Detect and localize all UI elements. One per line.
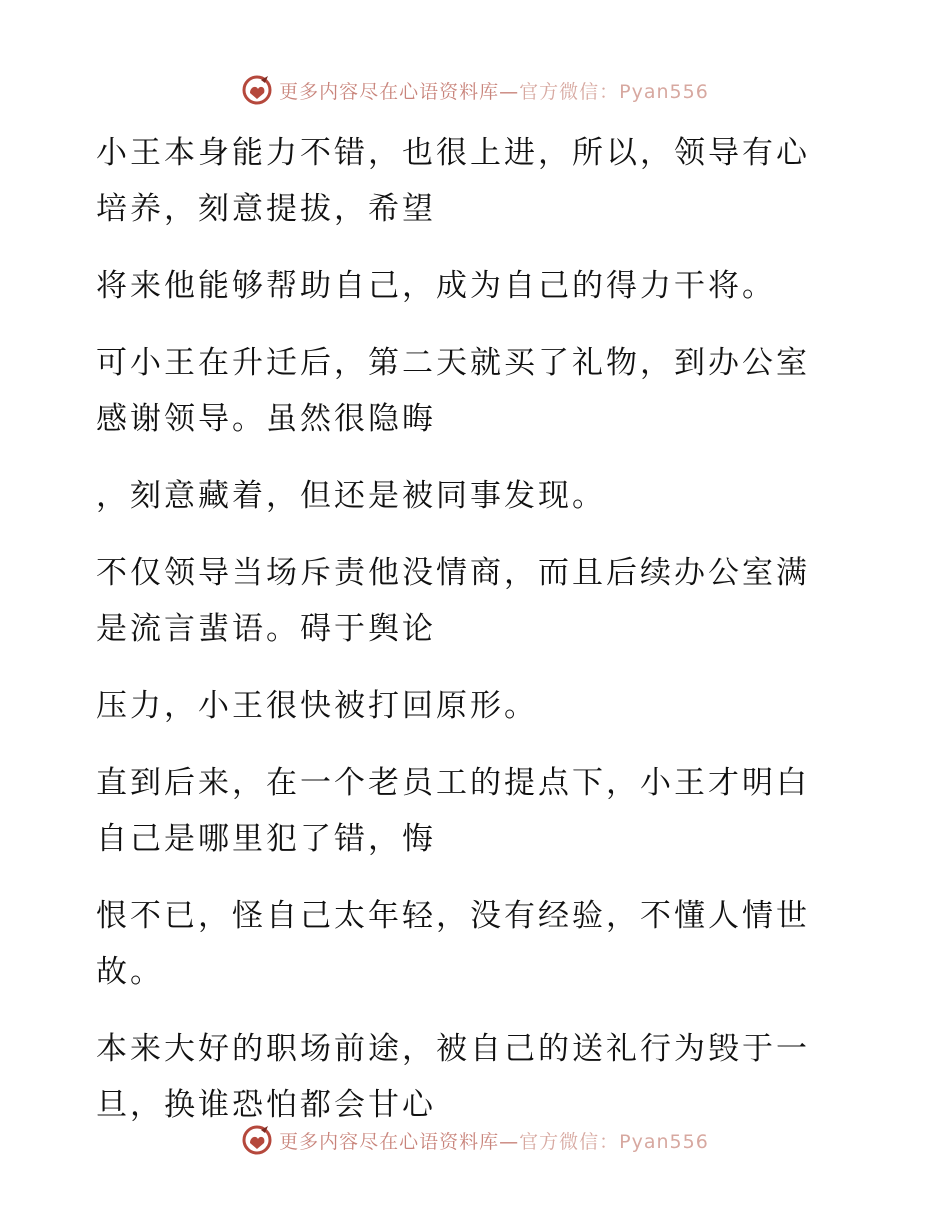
text-line: 不仅领导当场斥责他没情商，而且后续办公室满: [96, 555, 810, 591]
paragraph: [96, 678, 836, 734]
document-body: [96, 125, 836, 1154]
paragraph: [96, 545, 836, 657]
text-line: 将来他能够帮助自己，成为自己的得力干将。: [96, 268, 776, 304]
footer-banner: [0, 1120, 950, 1160]
paragraph: [96, 125, 836, 237]
text-line: 感谢领导。虽然很隐晦: [96, 401, 436, 437]
text-line: 恨不已，怪自己太年轻，没有经验，不懂人情世: [96, 898, 810, 934]
text-line: 是流言蜚语。碍于舆论: [96, 611, 436, 647]
paragraph: [96, 468, 836, 524]
paragraph: [96, 335, 836, 447]
paragraph: [96, 258, 836, 314]
header-banner: [0, 70, 950, 110]
text-line: 培养，刻意提拔，希望: [96, 191, 436, 227]
text-line: 本来大好的职场前途，被自己的送礼行为毁于一: [96, 1031, 810, 1067]
text-line: 旦，换谁恐怕都会甘心: [96, 1087, 436, 1123]
paragraph: [96, 755, 836, 867]
text-line: ，刻意藏着，但还是被同事发现。: [96, 478, 606, 514]
text-line: 压力，小王很快被打回原形。: [96, 688, 538, 724]
text-line: 直到后来，在一个老员工的提点下，小王才明白: [96, 765, 810, 801]
text-line: 自己是哪里犯了错，悔: [96, 821, 436, 857]
header-banner-text: 更多内容尽在心语资料库—官方微信：Pyan556: [279, 80, 709, 103]
paragraph: [96, 888, 836, 1000]
footer-banner-text: 更多内容尽在心语资料库—官方微信：Pyan556: [279, 1130, 709, 1153]
text-line: 故。: [96, 954, 164, 990]
heart-pen-logo-icon: [241, 1124, 273, 1156]
text-line: 小王本身能力不错，也很上进，所以，领导有心: [96, 135, 810, 171]
paragraph: [96, 1021, 836, 1133]
heart-pen-logo-icon: [241, 74, 273, 106]
text-line: 可小王在升迁后，第二天就买了礼物，到办公室: [96, 345, 810, 381]
